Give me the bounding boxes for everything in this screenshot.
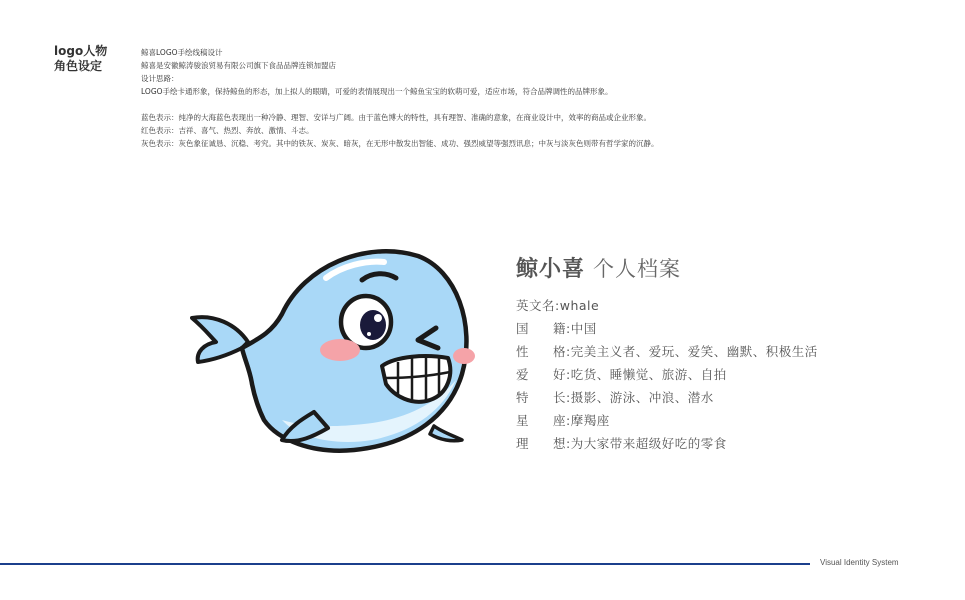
attribute-row <box>516 386 936 409</box>
section-title <box>54 44 124 74</box>
attribute-key: 特长 <box>516 390 566 405</box>
whale-pupil <box>360 310 386 340</box>
whale-mascot-icon <box>186 244 476 460</box>
attribute-key: 星座 <box>516 413 566 428</box>
attribute-separator: : <box>566 344 571 359</box>
attribute-list <box>516 294 936 455</box>
desc-line: 设计思路： <box>141 74 179 83</box>
attribute-value: 摄影、游泳、冲浪、潜水 <box>570 390 714 405</box>
character-name: 鲸小喜 <box>516 257 586 282</box>
attribute-key: 爱好 <box>516 367 566 382</box>
attribute-value: 吃货、睡懒觉、旅游、自拍 <box>570 367 727 382</box>
attribute-value: 完美主义者、爱玩、爱笑、幽默、积极生活 <box>570 344 818 359</box>
attribute-separator: : <box>566 367 571 382</box>
attribute-row <box>516 294 936 317</box>
attribute-key: 性格 <box>516 344 566 359</box>
attribute-row <box>516 363 936 386</box>
attribute-key: 英文名 <box>516 298 556 313</box>
attribute-separator: : <box>566 436 571 451</box>
attribute-separator: : <box>566 390 571 405</box>
attribute-key: 理想 <box>516 436 566 451</box>
footer-divider <box>0 563 810 565</box>
section-title-line1: logo人物 <box>54 44 108 58</box>
desc-line: 鲸喜是安徽鲸涛骏浪贸易有限公司旗下食品品牌连锁加盟店 <box>141 61 336 70</box>
attribute-row <box>516 409 936 432</box>
whale-eye-shine <box>374 314 382 322</box>
attribute-separator: : <box>555 298 560 313</box>
whale-blush-left <box>320 339 360 361</box>
whale-fin-back <box>430 426 462 441</box>
whale-blush-right <box>453 348 475 364</box>
desc-spacer <box>141 98 941 111</box>
profile-subtitle: 个人档案 <box>593 257 682 281</box>
attribute-row <box>516 432 936 455</box>
character-profile <box>516 252 936 455</box>
attribute-separator: : <box>566 321 571 336</box>
desc-line: 蓝色表示：纯净的大海蓝色表现出一种冷静、理智、安详与广阔。由于蓝色博大的特性，具有理智、准确的意象，在商业设计中，效率的商品或企业形象。 <box>141 113 651 122</box>
attribute-value: 中国 <box>570 321 597 336</box>
attribute-value: 为大家带来超级好吃的零食 <box>570 436 727 451</box>
whale-eye-shine-small <box>367 332 371 336</box>
attribute-key: 国籍 <box>516 321 566 336</box>
attribute-value: whale <box>559 298 600 313</box>
design-description <box>141 46 941 150</box>
attribute-row <box>516 340 936 363</box>
profile-title <box>516 252 936 286</box>
section-title-line2: 角色设定 <box>54 59 103 73</box>
whale-tail <box>192 317 248 362</box>
desc-line: LOGO手绘卡通形象，保持鲸鱼的形态，加上拟人的眼睛，可爱的表情展现出一个鲸鱼宝宝的软萌可爱，适应市场，符合品牌调性的品牌形象。 <box>141 87 613 96</box>
footer-label: Visual Identity System <box>820 558 899 567</box>
desc-line: 灰色表示：灰色象征诚恳、沉稳、考究。其中的铁灰、炭灰、暗灰，在无形中散发出智能、成功、强烈威望等强烈讯息；中灰与淡灰色则带有哲学家的沉静。 <box>141 139 659 148</box>
attribute-separator: : <box>566 413 571 428</box>
attribute-row <box>516 317 936 340</box>
desc-line: 红色表示：吉祥、喜气、热烈、奔放、激情、斗志。 <box>141 126 314 135</box>
attribute-value: 摩羯座 <box>570 413 610 428</box>
desc-line: 鲸喜LOGO手绘线稿设计 <box>141 48 223 57</box>
